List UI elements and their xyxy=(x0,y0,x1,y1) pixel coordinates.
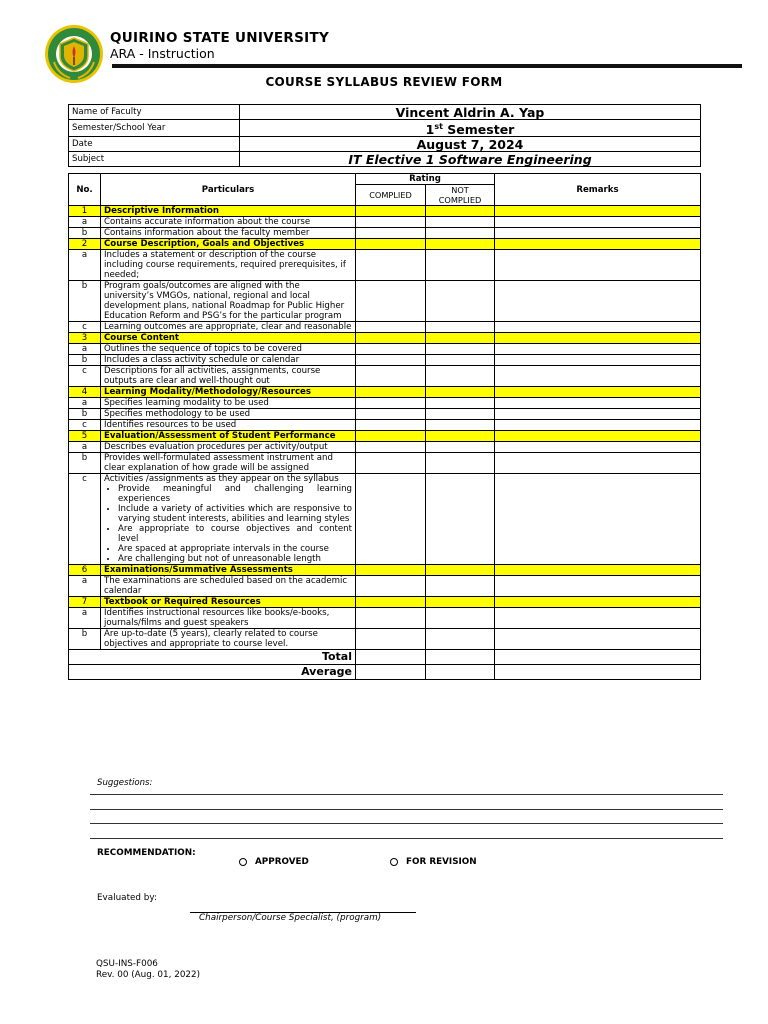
complied-cell[interactable] xyxy=(356,366,426,387)
remarks-cell[interactable] xyxy=(495,387,701,398)
not-complied-cell[interactable] xyxy=(426,228,495,239)
complied-cell[interactable] xyxy=(356,576,426,597)
not-complied-cell[interactable] xyxy=(426,608,495,629)
suggestion-line-3[interactable] xyxy=(90,823,723,824)
item-text: Describes evaluation procedures per activity/output xyxy=(101,442,356,453)
total-not-complied-cell[interactable] xyxy=(426,650,495,665)
item-row xyxy=(69,344,701,355)
average-label: Average xyxy=(69,665,356,680)
section-title: Evaluation/Assessment of Student Performance xyxy=(101,431,356,442)
average-not-complied-cell[interactable] xyxy=(426,665,495,680)
faculty-value: Vincent Aldrin A. Yap xyxy=(240,105,701,120)
item-row xyxy=(69,409,701,420)
item-text: Provides well-formulated assessment instrument and clear explanation of how grade will be assigned xyxy=(101,453,356,474)
not-complied-cell[interactable] xyxy=(426,597,495,608)
remarks-cell[interactable] xyxy=(495,281,701,322)
item-letter: a xyxy=(69,250,101,281)
complied-cell[interactable] xyxy=(356,431,426,442)
complied-cell[interactable] xyxy=(356,409,426,420)
complied-cell[interactable] xyxy=(356,442,426,453)
item-row xyxy=(69,608,701,629)
section-title: Textbook or Required Resources xyxy=(101,597,356,608)
section-row xyxy=(69,333,701,344)
section-number: 2 xyxy=(69,239,101,250)
average-complied-cell[interactable] xyxy=(356,665,426,680)
complied-cell[interactable] xyxy=(356,239,426,250)
item-letter: b xyxy=(69,281,101,322)
complied-cell[interactable] xyxy=(356,355,426,366)
item-letter: a xyxy=(69,217,101,228)
not-complied-cell[interactable] xyxy=(426,629,495,650)
semester-label: Semester/School Year xyxy=(69,120,240,137)
form-revision: Rev. 00 (Aug. 01, 2022) xyxy=(96,970,201,980)
item-bullet-list xyxy=(104,484,352,564)
subject-value: IT Elective 1 Software Engineering xyxy=(240,152,701,167)
not-complied-cell[interactable] xyxy=(426,250,495,281)
section-number: 3 xyxy=(69,333,101,344)
item-row xyxy=(69,366,701,387)
not-complied-cell[interactable] xyxy=(426,206,495,217)
section-title: Learning Modality/Methodology/Resources xyxy=(101,387,356,398)
item-bullet: • Provide meaningful and challenging learning experiences xyxy=(118,484,352,504)
recommendation-label: RECOMMENDATION: xyxy=(97,848,196,858)
item-text: The examinations are scheduled based on the academic calendar xyxy=(101,576,356,597)
subject-label: Subject xyxy=(69,152,240,167)
suggestion-line-4[interactable] xyxy=(90,838,723,839)
total-label: Total xyxy=(69,650,356,665)
item-letter: b xyxy=(69,629,101,650)
semester-number: 1 xyxy=(425,122,435,138)
col-no-header: No. xyxy=(69,174,101,206)
item-row xyxy=(69,217,701,228)
not-complied-cell[interactable] xyxy=(426,281,495,322)
semester-suffix: st xyxy=(434,122,443,131)
item-row xyxy=(69,281,701,322)
remarks-cell[interactable] xyxy=(495,206,701,217)
approved-option[interactable] xyxy=(239,857,309,867)
complied-cell[interactable] xyxy=(356,344,426,355)
total-complied-cell[interactable] xyxy=(356,650,426,665)
item-text: Descriptions for all activities, assignments, course outputs are clear and well-thought out xyxy=(101,366,356,387)
remarks-cell[interactable] xyxy=(495,398,701,409)
section-row xyxy=(69,239,701,250)
section-row xyxy=(69,565,701,576)
complied-cell[interactable] xyxy=(356,333,426,344)
remarks-cell[interactable] xyxy=(495,608,701,629)
not-complied-cell[interactable] xyxy=(426,366,495,387)
item-bullet: • Are appropriate to course objectives and content level xyxy=(118,524,352,544)
section-title: Course Content xyxy=(101,333,356,344)
item-row xyxy=(69,250,701,281)
complied-cell[interactable] xyxy=(356,597,426,608)
remarks-cell[interactable] xyxy=(495,420,701,431)
complied-cell[interactable] xyxy=(356,206,426,217)
item-bullet: • Include a variety of activities which are responsive to varying student interests, abilities and learning styles xyxy=(118,504,352,524)
total-remarks-cell[interactable] xyxy=(495,650,701,665)
item-letter: c xyxy=(69,322,101,333)
date-label: Date xyxy=(69,137,240,152)
item-letter: c xyxy=(69,420,101,431)
item-row xyxy=(69,474,701,565)
not-complied-cell[interactable] xyxy=(426,217,495,228)
section-number: 7 xyxy=(69,597,101,608)
section-row xyxy=(69,597,701,608)
col-particulars-header: Particulars xyxy=(101,174,356,206)
not-complied-cell[interactable] xyxy=(426,431,495,442)
item-letter: c xyxy=(69,474,101,565)
approved-label: APPROVED xyxy=(255,857,309,867)
item-row xyxy=(69,442,701,453)
item-letter: b xyxy=(69,453,101,474)
university-name: QUIRINO STATE UNIVERSITY xyxy=(110,30,330,46)
section-number: 6 xyxy=(69,565,101,576)
evaluated-by-label: Evaluated by: xyxy=(97,893,157,903)
complied-cell[interactable] xyxy=(356,322,426,333)
item-text: Specifies learning modality to be used xyxy=(101,398,356,409)
complied-cell[interactable] xyxy=(356,420,426,431)
remarks-cell[interactable] xyxy=(495,453,701,474)
remarks-cell[interactable] xyxy=(495,629,701,650)
section-row xyxy=(69,387,701,398)
remarks-cell[interactable] xyxy=(495,217,701,228)
signatory-title: Chairperson/Course Specialist, (program) xyxy=(199,913,382,923)
not-complied-cell[interactable] xyxy=(426,239,495,250)
not-complied-cell[interactable] xyxy=(426,355,495,366)
complied-cell[interactable] xyxy=(356,281,426,322)
complied-cell[interactable] xyxy=(356,387,426,398)
section-number: 5 xyxy=(69,431,101,442)
not-complied-cell[interactable] xyxy=(426,333,495,344)
item-text: Identifies instructional resources like books/e-books, journals/films and guest speakers xyxy=(101,608,356,629)
item-letter: b xyxy=(69,409,101,420)
complied-cell[interactable] xyxy=(356,453,426,474)
for-revision-label: FOR REVISION xyxy=(406,857,477,867)
item-bullet: • Are challenging but not of unreasonable length xyxy=(118,554,352,564)
item-letter: a xyxy=(69,398,101,409)
remarks-cell[interactable] xyxy=(495,344,701,355)
complied-cell[interactable] xyxy=(356,565,426,576)
not-complied-cell[interactable] xyxy=(426,442,495,453)
section-title: Descriptive Information xyxy=(101,206,356,217)
item-row xyxy=(69,420,701,431)
remarks-cell[interactable] xyxy=(495,322,701,333)
item-text: Specifies methodology to be used xyxy=(101,409,356,420)
section-number: 4 xyxy=(69,387,101,398)
complied-cell[interactable] xyxy=(356,398,426,409)
faculty-label: Name of Faculty xyxy=(69,105,240,120)
faculty-info-table xyxy=(68,104,701,167)
col-rating-header: Rating xyxy=(356,174,495,185)
for-revision-option[interactable] xyxy=(390,857,477,867)
header-rule xyxy=(112,64,742,68)
suggestion-line-2[interactable] xyxy=(90,809,723,810)
date-value: August 7, 2024 xyxy=(240,137,701,152)
not-complied-cell[interactable] xyxy=(426,420,495,431)
item-text: Includes a class activity schedule or calendar xyxy=(101,355,356,366)
remarks-cell[interactable] xyxy=(495,576,701,597)
item-letter: a xyxy=(69,608,101,629)
item-text: Includes a statement or description of the course including course requirements, required prerequisites, if needed; xyxy=(101,250,356,281)
item-row xyxy=(69,398,701,409)
form-code xyxy=(96,959,200,981)
complied-cell[interactable] xyxy=(356,474,426,565)
complied-cell[interactable] xyxy=(356,250,426,281)
item-row xyxy=(69,322,701,333)
complied-cell[interactable] xyxy=(356,608,426,629)
form-code-number: QSU-INS-F006 xyxy=(96,959,158,969)
remarks-cell[interactable] xyxy=(495,239,701,250)
item-text xyxy=(101,474,356,565)
item-letter: a xyxy=(69,576,101,597)
complied-cell[interactable] xyxy=(356,228,426,239)
item-letter: c xyxy=(69,366,101,387)
remarks-cell[interactable] xyxy=(495,431,701,442)
for-revision-radio[interactable] xyxy=(390,858,398,866)
section-row xyxy=(69,431,701,442)
section-row xyxy=(69,206,701,217)
remarks-cell[interactable] xyxy=(495,228,701,239)
item-text: Contains information about the faculty member xyxy=(101,228,356,239)
item-row xyxy=(69,453,701,474)
item-text: Outlines the sequence of topics to be covered xyxy=(101,344,356,355)
item-text: Identifies resources to be used xyxy=(101,420,356,431)
not-complied-cell[interactable] xyxy=(426,398,495,409)
item-row xyxy=(69,228,701,239)
item-text: Are up-to-date (5 years), clearly related to course objectives and appropriate to course level. xyxy=(101,629,356,650)
not-complied-cell[interactable] xyxy=(426,576,495,597)
average-remarks-cell[interactable] xyxy=(495,665,701,680)
not-complied-cell[interactable] xyxy=(426,387,495,398)
col-remarks-header: Remarks xyxy=(495,174,701,206)
section-title: Course Description, Goals and Objectives xyxy=(101,239,356,250)
approved-radio[interactable] xyxy=(239,858,247,866)
item-text: Program goals/outcomes are aligned with the university’s VMGOs, national, regional and local development plans, national Roadmap for Public Higher Education Reform and PSG’s for the particular program xyxy=(101,281,356,322)
item-row xyxy=(69,355,701,366)
item-row xyxy=(69,629,701,650)
item-row xyxy=(69,576,701,597)
section-title: Examinations/Summative Assessments xyxy=(101,565,356,576)
not-complied-cell[interactable] xyxy=(426,409,495,420)
review-rows xyxy=(69,206,701,650)
remarks-cell[interactable] xyxy=(495,366,701,387)
item-bullet: • Are spaced at appropriate intervals in the course xyxy=(118,544,352,554)
item-letter: a xyxy=(69,344,101,355)
item-text: Learning outcomes are appropriate, clear and reasonable xyxy=(101,322,356,333)
suggestions-label: Suggestions: xyxy=(97,778,153,788)
complied-cell[interactable] xyxy=(356,629,426,650)
semester-word: Semester xyxy=(442,122,515,138)
remarks-cell[interactable] xyxy=(495,565,701,576)
department-name: ARA - Instruction xyxy=(110,46,215,61)
item-text: Contains accurate information about the course xyxy=(101,217,356,228)
complied-cell[interactable] xyxy=(356,217,426,228)
item-letter: a xyxy=(69,442,101,453)
not-complied-cell[interactable] xyxy=(426,474,495,565)
not-complied-cell[interactable] xyxy=(426,565,495,576)
item-text-lead: Activities /assignments as they appear on the syllabus xyxy=(104,474,339,484)
not-complied-cell[interactable] xyxy=(426,344,495,355)
remarks-cell[interactable] xyxy=(495,409,701,420)
remarks-cell[interactable] xyxy=(495,333,701,344)
semester-value xyxy=(240,120,701,137)
remarks-cell[interactable] xyxy=(495,250,701,281)
col-complied-header: COMPLIED xyxy=(356,185,426,206)
remarks-cell[interactable] xyxy=(495,442,701,453)
section-number: 1 xyxy=(69,206,101,217)
item-letter: b xyxy=(69,228,101,239)
suggestion-line-1[interactable] xyxy=(90,794,723,795)
remarks-cell[interactable] xyxy=(495,355,701,366)
not-complied-cell[interactable] xyxy=(426,453,495,474)
remarks-cell[interactable] xyxy=(495,474,701,565)
item-letter: b xyxy=(69,355,101,366)
not-complied-cell[interactable] xyxy=(426,322,495,333)
col-not-complied-header: NOT COMPLIED xyxy=(426,185,495,206)
form-title: COURSE SYLLABUS REVIEW FORM xyxy=(265,75,503,89)
remarks-cell[interactable] xyxy=(495,597,701,608)
review-table xyxy=(68,173,701,680)
